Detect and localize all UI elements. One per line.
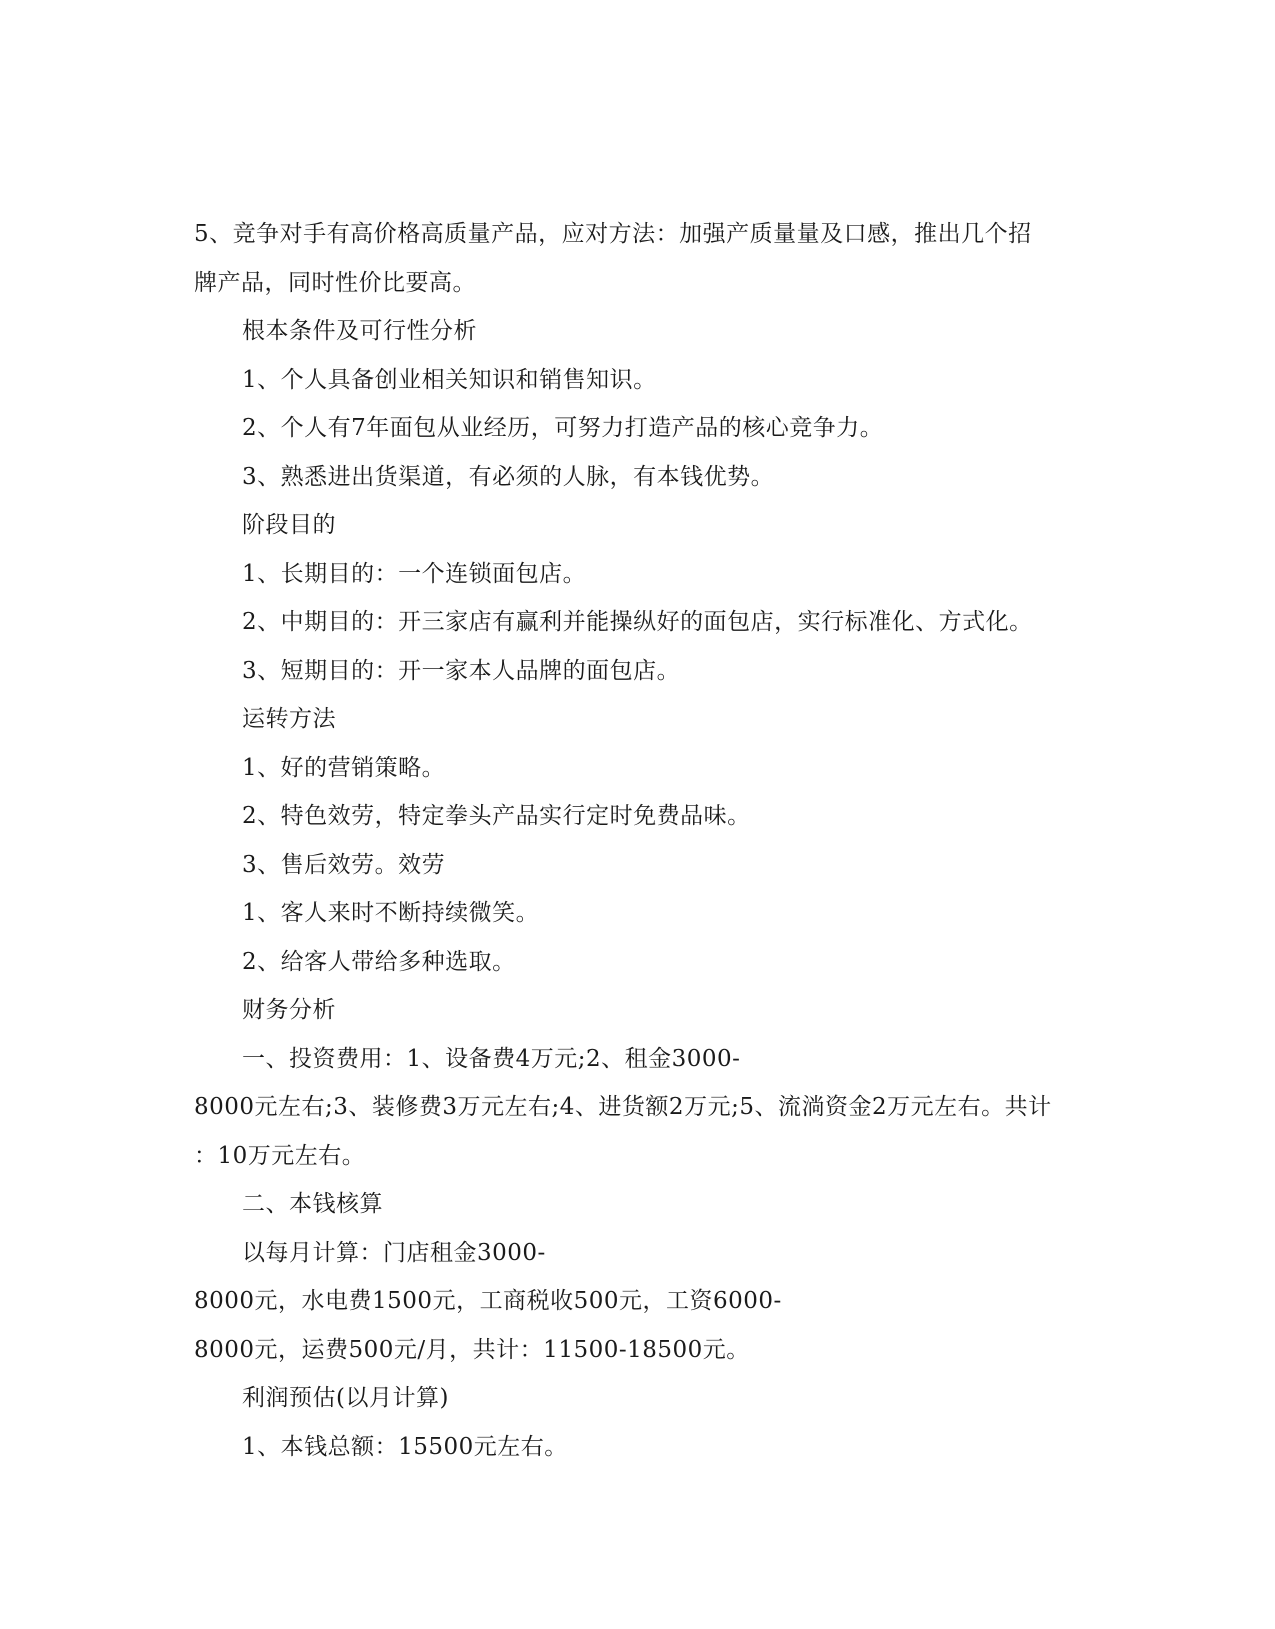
text-line: 2、特色效劳，特定拳头产品实行定时免费品味。 (242, 803, 751, 829)
text-line: 8000元，运费500元/月，共计：11500-18500元。 (194, 1336, 750, 1363)
text-line: 3、熟悉进出货渠道，有必须的人脉，有本钱优势。 (242, 463, 775, 490)
text-line: 财务分析 (242, 997, 336, 1023)
text-line: 2、中期目的：开三家店有赢利并能操纵好的面包店，实行标准化、方式化。 (242, 609, 1033, 635)
text-line: 一、投资费用：1、设备费4万元;2、租金3000- (242, 1045, 741, 1072)
text-line: 3、售后效劳。效劳 (242, 851, 446, 878)
text-line: 利润预估(以月计算) (242, 1385, 449, 1411)
document-body (194, 210, 1084, 1471)
text-line: 5、竞争对手有高价格高质量产品，应对方法：加强产质量量及口感，推出几个招 (194, 221, 1032, 247)
text-line: 根本条件及可行性分析 (242, 318, 477, 344)
text-line: 2、给客人带给多种选取。 (242, 948, 516, 975)
text-line: 阶段目的 (242, 512, 336, 538)
text-line: 牌产品，同时性价比要高。 (194, 269, 476, 296)
text-line: 1、个人具备创业相关知识和销售知识。 (242, 366, 657, 393)
text-line: 以每月计算：门店租金3000- (242, 1239, 546, 1266)
text-line: 1、客人来时不断持续微笑。 (242, 900, 540, 926)
text-line: ：10万元左右。 (194, 1142, 366, 1169)
text-line: 8000元左右;3、装修费3万元左右;4、进货额2万元;5、流淌资金2万元左右。共计 (194, 1094, 1052, 1120)
text-line: 8000元，水电费1500元，工商税收500元，工资6000- (194, 1288, 782, 1314)
text-line: 二、本钱核算 (242, 1191, 383, 1217)
text-line: 1、本钱总额：15500元左右。 (242, 1433, 568, 1460)
text-line: 2、个人有7年面包从业经历，可努力打造产品的核心竞争力。 (242, 415, 884, 441)
text-line: 运转方法 (242, 706, 336, 732)
text-line: 1、好的营销策略。 (242, 754, 446, 781)
text-line: 1、长期目的：一个连锁面包店。 (242, 560, 587, 587)
text-line: 3、短期目的：开一家本人品牌的面包店。 (242, 657, 681, 684)
